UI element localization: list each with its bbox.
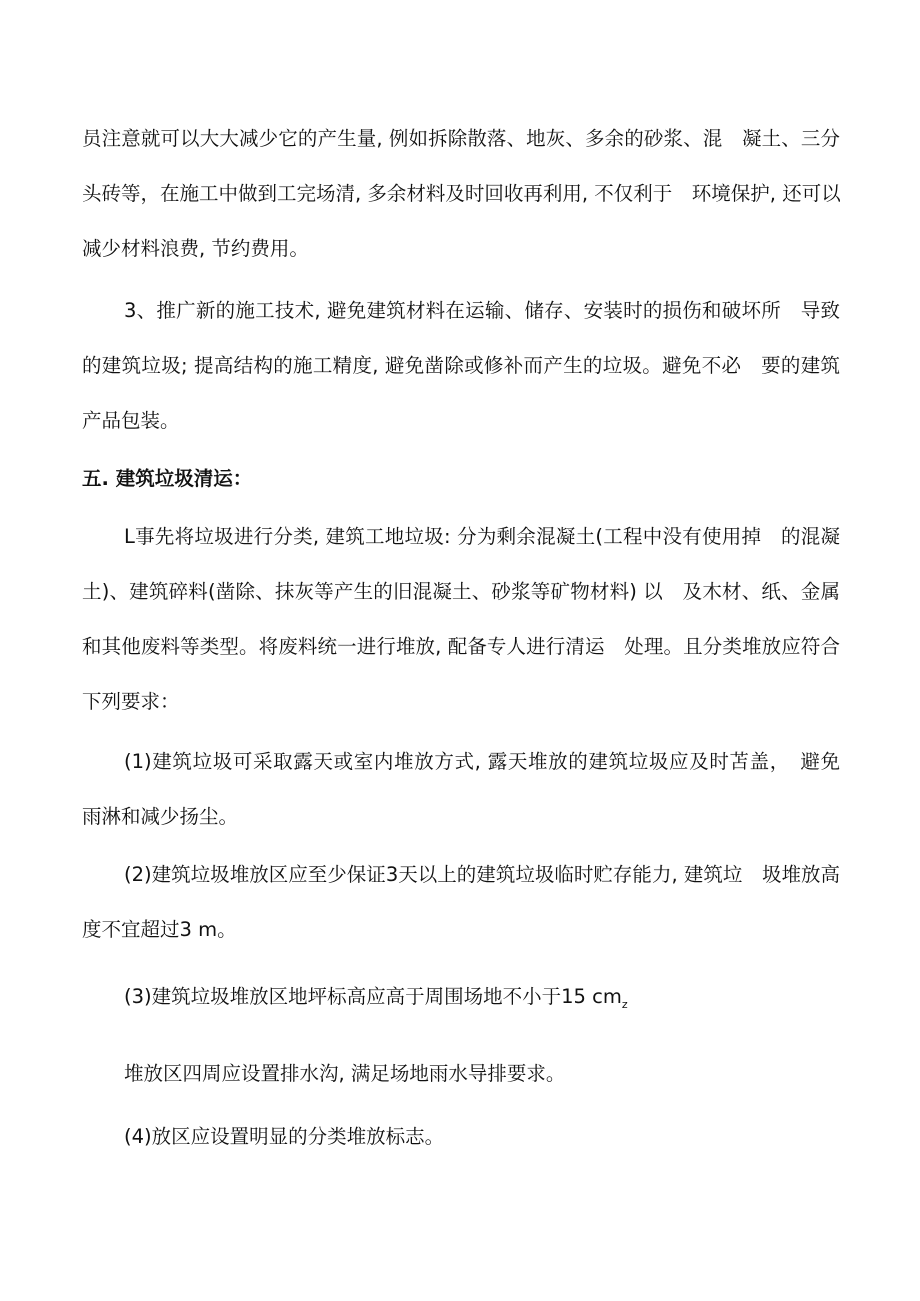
paragraph-line: L事先将垃圾进行分类, 建筑工地垃圾: 分为剩余混凝土(工程中没有使用掉 的混凝 <box>124 525 840 548</box>
list-item-line: (1)建筑垃圾可采取露天或室内堆放方式, 露天堆放的建筑垃圾应及时苫盖， 避免 <box>124 750 840 773</box>
paragraph-line: 和其他废料等类型。将废料统一进行堆放, 配备专人进行清运 处理。且分类堆放应符合 <box>82 635 840 658</box>
list-item-text: (3)建筑垃圾堆放区地坪标高应高于周围场地不小于15 cm <box>124 985 622 1008</box>
paragraph-line: 员注意就可以大大减少它的产生量, 例如拆除散落、地灰、多余的砂浆、混 凝土、三分 <box>82 127 840 150</box>
list-item-line <box>124 984 840 1018</box>
list-item-line: 堆放区四周应设置排水沟, 满足场地雨水导排要求。 <box>124 1062 566 1085</box>
section-heading: 五. 建筑垃圾清运： <box>82 467 253 490</box>
list-item-line: (2)建筑垃圾堆放区应至少保证3天以上的建筑垃圾临时贮存能力, 建筑垃 圾堆放高 <box>124 863 840 886</box>
list-item-line: (4)放区应设置明显的分类堆放标志。 <box>124 1125 445 1148</box>
paragraph-line: 土)、建筑碎料(凿除、抹灰等产生的旧混凝土、砂浆等矿物材料) 以 及木材、纸、金属 <box>82 580 840 603</box>
paragraph-line: 下列要求： <box>82 690 180 713</box>
list-item-line: 度不宜超过3 m。 <box>82 918 237 941</box>
list-item-line: 雨淋和减少扬尘。 <box>82 805 239 828</box>
paragraph-line: 产品包装。 <box>82 409 180 432</box>
paragraph-line: 3、推广新的施工技术, 避免建筑材料在运输、储存、安装时的损伤和破坏所 导致 <box>124 299 840 322</box>
subscript-mark: z <box>621 998 628 1011</box>
paragraph-line: 的建筑垃圾; 提高结构的施工精度, 避免凿除或修补而产生的垃圾。避免不必 要的建筑 <box>82 354 840 377</box>
paragraph-line: 减少材料浪费, 节约费用。 <box>82 237 309 260</box>
paragraph-line: 头砖等，在施工中做到工完场清, 多余材料及时回收再利用, 不仅利于 环境保护, 还可以 <box>82 182 841 205</box>
